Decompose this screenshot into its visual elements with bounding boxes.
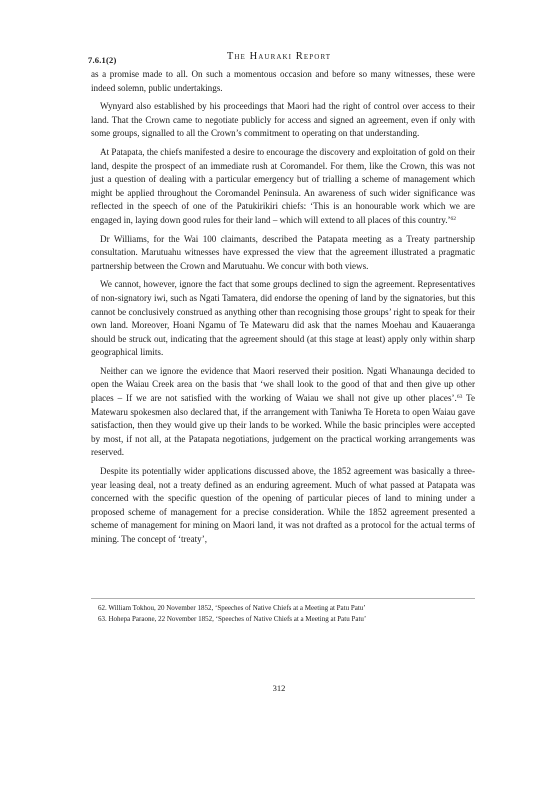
paragraph-6 [91,365,475,460]
paragraph-4: Dr Williams, for the Wai 100 claimants, described the Patapata meeting as a Treaty partnership consultation. Marutuahu witnesses have expressed the view that the agreement illustrated a pragmatic partnership between the Crown and Marutuahu. We concur with both views. [91,233,475,271]
paragraph-1: as a promise made to all. On such a momentous occasion and before so many witnesses, these were indeed solemn, public undertakings. [91,69,475,93]
footnotes [98,603,475,624]
paragraph-3-text: At Patapata, the chiefs manifested a desire to encourage the discovery and exploitation of gold on their land, despite the prospect of an immediate rush at Coromandel. For them, like the Crown, this was not just a question of dealing with a particular emergency but of trialling a scheme of management which might be applied throughout the Coromandel Peninsula. An awareness of such wider significance was reflected in the speech of one of the Patukirikiri chiefs: ‘This is an honourable work which we are engaged in, laying down good rules for their land – which will extend to all places of this country.’ [91,146,475,225]
footnote-marker-63: 63 [456,394,463,401]
footnote-marker-62: 62 [450,215,457,222]
paragraph-2: Wynyard also established by his proceedings that Maori had the right of control over access to their land. That the Crown came to negotiate publicly for access and signed an agreement, even if only with some groups, signalled to all the Crown’s commitment to operating on that understanding. [91,101,475,139]
paragraph-3 [91,146,475,228]
running-title: The Hauraki Report [226,51,332,62]
section-number: 7.6.1(2) [88,55,117,65]
paragraph-6-text-b: Te Matewaru spokesmen also declared that, if the arrangement with Taniwha Te Horeta to open Waiau gave satisfaction, then they would give up their lands to be worked. While the basic principles were accepted by most, if not all, at the Patapata negotiations, judgement on the practical working arrangements was reserved. [91,393,475,458]
page-number: 312 [272,683,286,693]
paragraph-5: We cannot, however, ignore the fact that some groups declined to sign the agreement. Representatives of non-signatory iwi, such as Ngati Tamatera, did endorse the opening of land by the signatories, but this cannot be conclusively construed as anything other than recognising those groups’ right to speak for their own land. Moreover, Hoani Ngamu of Te Matewaru did ask that the names Moehau and Kauaeranga should be struck out, indicating that the agreement should (at this stage at least) apply only within sharp geographical limits. [91,279,475,358]
footnote-divider [91,598,475,599]
paragraph-6-text-a: Neither can we ignore the evidence that Maori reserved their position. Ngati Whanaunga decided to open the Waiau Creek area on the basis that ‘we shall look to the good of that and then give up other places – If we are not satisfied with the working of Waiau we shall not give up other places’. [91,365,475,404]
paragraph-7: Despite its potentially wider applications discussed above, the 1852 agreement was basically a three-year leasing deal, not a treaty defined as an enduring agreement. Much of what passed at Patapata was concerned with the specific question of the opening of particular pieces of land to mining under a proposed scheme of management for a precise consideration. While the 1852 agreement presented a scheme of management for mining on Maori land, it was not drafted as a protocol for the actual terms of mining. The concept of ‘treaty’, [91,466,475,544]
body-text [91,68,475,552]
footnote-63: 63. Hohepa Paraone, 22 November 1852, ‘Speeches of Native Chiefs at a Meeting at Patu Patu’ [98,614,367,623]
footnote-62: 62. William Tokhou, 20 November 1852, ‘Speeches of Native Chiefs at a Meeting at Patu Patu’ [98,604,366,612]
